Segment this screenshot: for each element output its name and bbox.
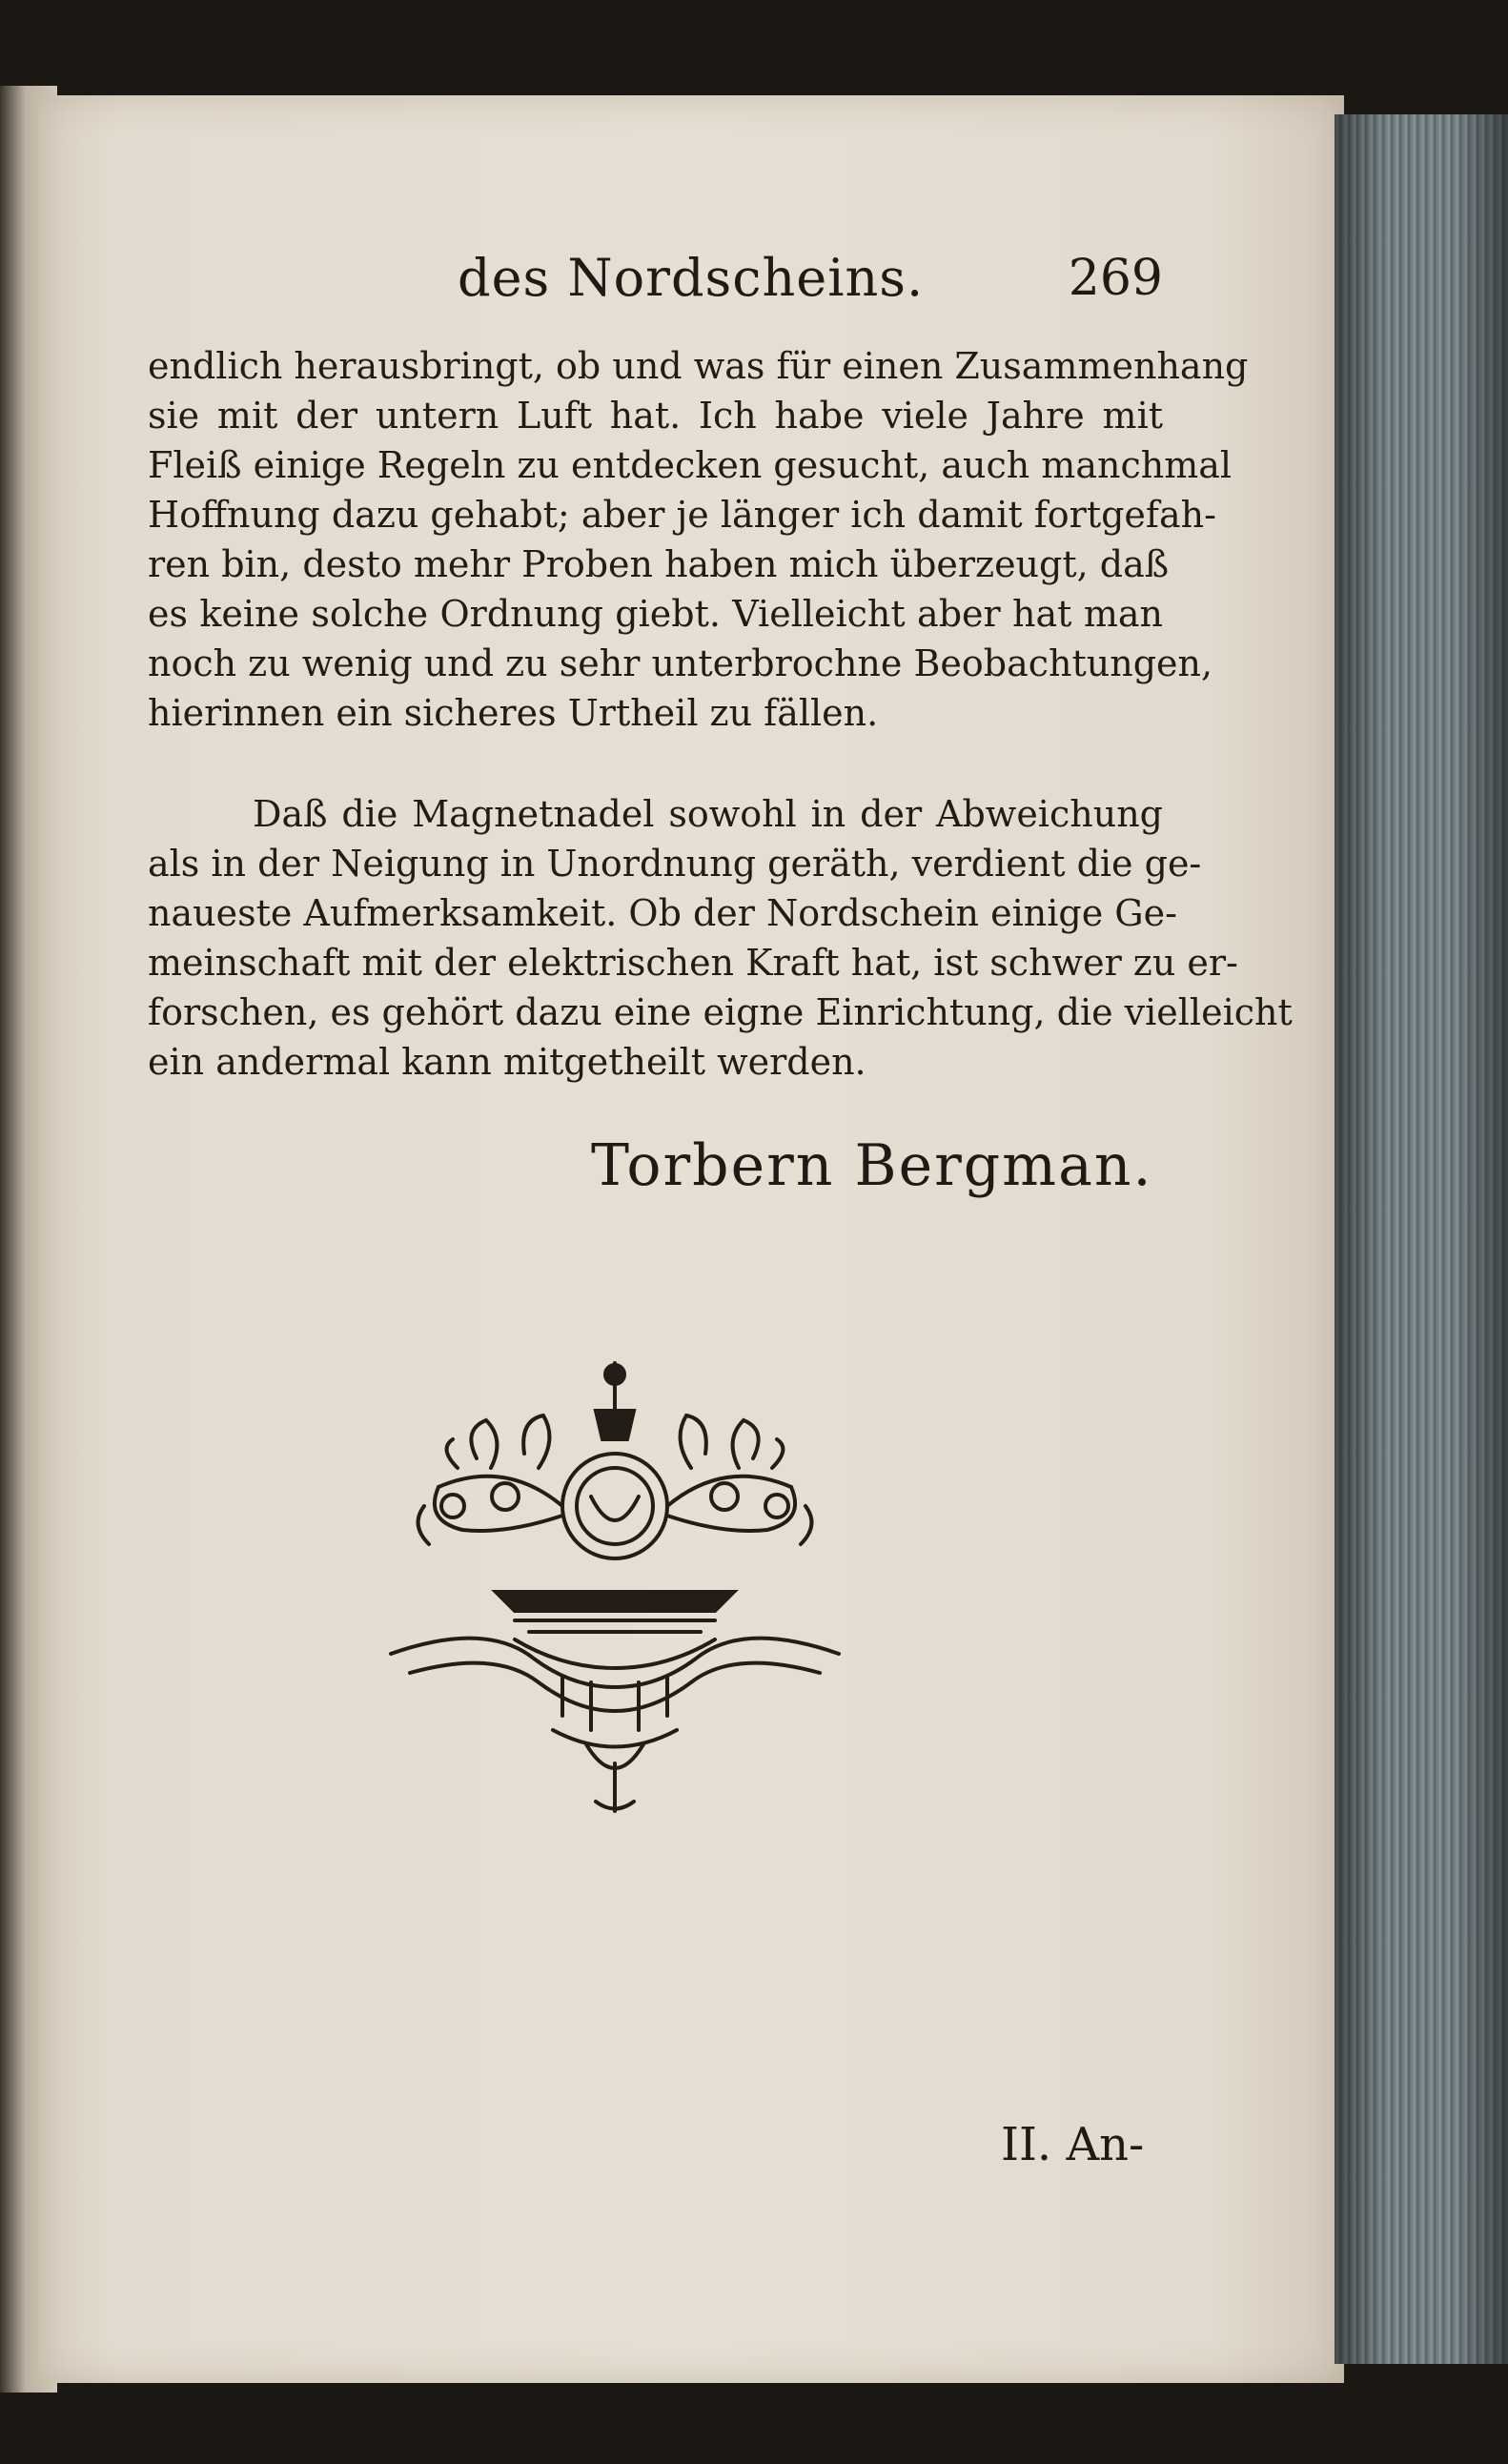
author-signature: Torbern Bergman.: [591, 1132, 1153, 1199]
text-line: Fleiß einige Regeln zu entdecken gesucht, auch manchmal: [148, 444, 1233, 486]
paragraph-1: [148, 341, 1249, 738]
text-line: ren bin, desto mehr Proben haben mich überzeugt, daß: [148, 543, 1170, 585]
text-line: es keine solche Ordnung giebt. Vielleicht aber hat man: [148, 593, 1163, 635]
text-line: ein andermal kann mitgetheilt werden.: [148, 1041, 866, 1083]
page-header: [143, 240, 1163, 316]
floral-vase-ornament-icon: [372, 1354, 858, 1821]
text-line: naueste Aufmerksamkeit. Ob der Nordschein einige Ge-: [148, 892, 1177, 934]
text-line: Daß die Magnetnadel sowohl in der Abweichung: [253, 793, 1163, 835]
text-line: Hoffnung dazu gehabt; aber je länger ich damit fortgefah-: [148, 494, 1216, 536]
text-line: forschen, es gehört dazu eine eigne Einrichtung, die vielleicht: [148, 991, 1293, 1033]
book-fore-edge: [1335, 114, 1508, 2364]
page-number: 269: [1068, 250, 1163, 307]
text-line: hierinnen ein sicheres Urtheil zu fällen.: [148, 692, 879, 734]
text-line: meinschaft mit der elektrischen Kraft hat, ist schwer zu er-: [148, 942, 1238, 984]
catchword: II. An-: [1001, 2118, 1145, 2171]
text-line: noch zu wenig und zu sehr unterbrochne Beobachtungen,: [148, 642, 1213, 684]
text-line: endlich herausbringt, ob und was für einen Zusammenhang: [148, 345, 1249, 387]
text-line: sie mit der untern Luft hat. Ich habe viele Jahre mit: [148, 395, 1163, 437]
text-line: als in der Neigung in Unordnung geräth, verdient die ge-: [148, 843, 1202, 885]
paragraph-2: [148, 789, 1293, 1087]
running-head: des Nordscheins.: [458, 248, 925, 308]
